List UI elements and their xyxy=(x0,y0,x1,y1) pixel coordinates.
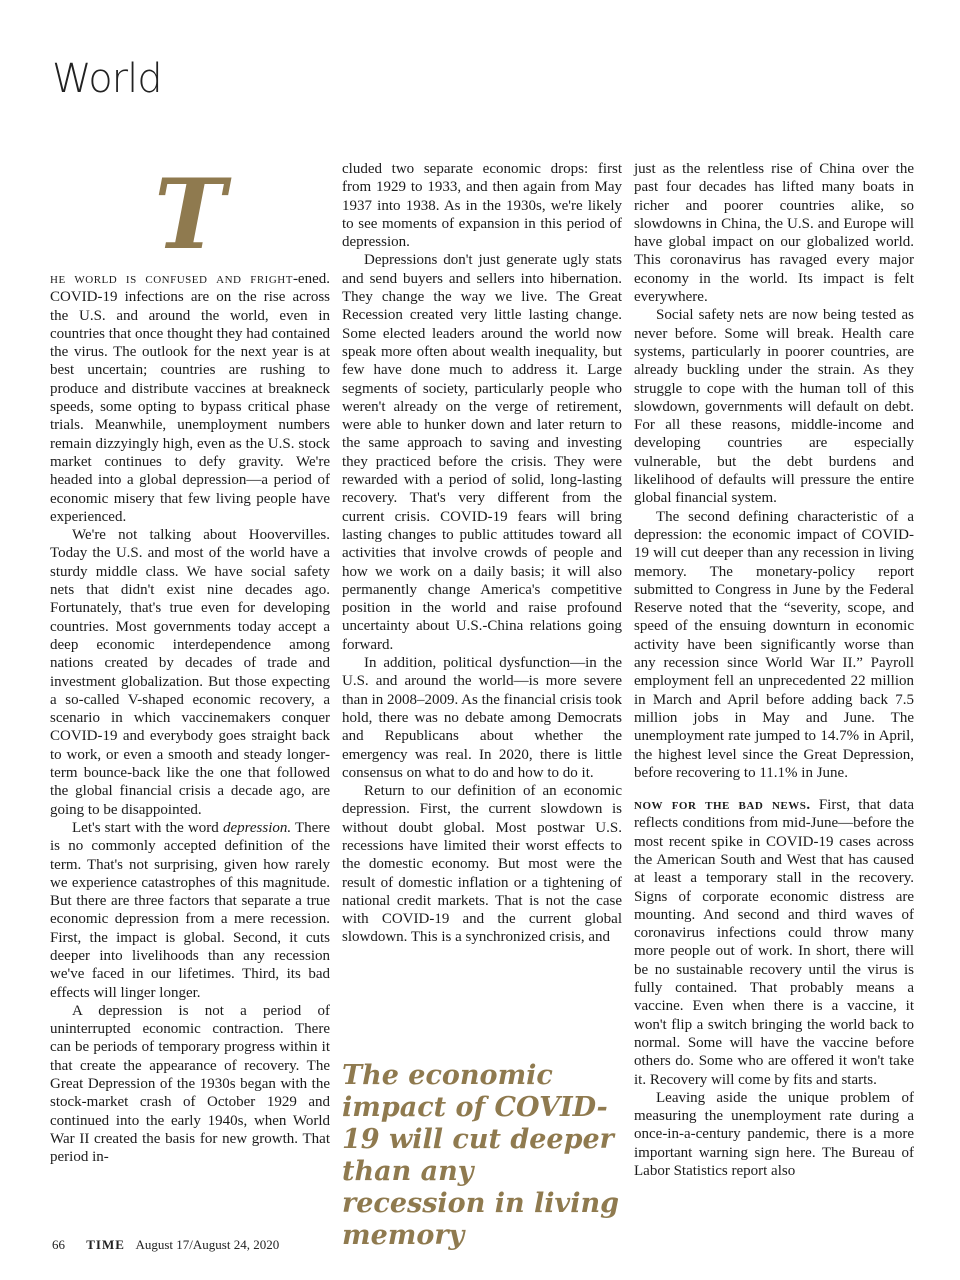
pull-quote: The economic impact of COVID-19 will cut deeper than any recession in living memory xyxy=(342,1060,619,1251)
magazine-name: TIME xyxy=(86,1237,125,1252)
page-footer xyxy=(52,1237,279,1253)
article-paragraph: Social safety nets are now being tested as never before. Some will break. Health care systems, particularly in poorer countries, are already buckling under the strain. As they struggle to cope with the human toll of this slowdown, governments will default on debt. For all these reasons, middle-income and developing countries are especially vulnerable, but the debt burdens and likelihood of defaults will pressure the entire global financial system. xyxy=(634,307,914,507)
article-paragraph: A depression is not a period of uninterrupted economic contraction. There can be periods of temporary progress within it that create the appearance of recovery. The Great Depression of the 1930s began with the stock-market crash of October 1929 and continued into the early 1940s, when World War II created the basis for new growth. That period in- xyxy=(50,1002,330,1166)
drop-cap: T xyxy=(154,158,226,271)
lead-in-smallcaps: he world is confused and fright xyxy=(50,271,293,287)
article-paragraph: Return to our definition of an economic depression. First, the current slowdown is without doubt global. Most postwar U.S. recessions have limited their worst effects to the domestic economy. But most were the result of domestic inflation or a tightening of national credit markets. That is not the case with COVID-19 and the current global slowdown. This is a synchronized crisis, and xyxy=(342,783,622,946)
paragraph-text: Let's start with the word xyxy=(72,819,223,836)
paragraph-text: There is no commonly accepted definition of the term. That's not surprising, given how rarely we experience catastrophes of this magnitude. But there are three factors that separate a true economic depression from a mere recession. First, the impact is global. Second, it cuts deeper into livelihoods than any recession we've faced in our lifetimes. Third, its bad effects will linger longer. xyxy=(50,819,330,1001)
emphasis-word: depression. xyxy=(222,819,292,836)
article-paragraph: just as the relentless rise of China over the past four decades has lifted many boats in richer and poorer countries alike, so slowdowns in China, the U.S. and Europe will have global impact on our globalized world. This coronavirus has ravaged every major economy in the world. Its impact is felt everywhere. xyxy=(634,161,914,306)
article-paragraph xyxy=(50,270,330,526)
issue-date: August 17/August 24, 2020 xyxy=(135,1237,280,1252)
paragraph-text: First, that data reflects conditions from mid-June—before the most recent spike in COVID-19 cases across the American South and West that has caused at least a temporary stall in the recovery. Signs of corporate economic distress are mounting. And second and third waves of coronavirus infections could throw many more people out of work. In short, there will be no sustainable recovery until the virus is fully contained. That probably means a vaccine. Even when there is a vaccine, it won't flip a switch bringing the world back to normal. Some will have the vaccine before others do. Some who are offered it won't take it. Recovery will come by fits and starts. xyxy=(634,797,914,1088)
article-column-1 xyxy=(50,160,330,1167)
article-paragraph xyxy=(634,796,914,1089)
run-in-heading: now for the bad news. xyxy=(634,797,811,814)
section-break xyxy=(634,782,914,796)
page-number: 66 xyxy=(52,1237,65,1252)
section-title: World xyxy=(52,56,162,102)
article-paragraph xyxy=(50,819,330,1002)
article-paragraph: Depressions don't just generate ugly stats and send buyers and sellers into hibernation. They change the way we live. The Great Recession created very little lasting change. Some elected leaders around the world now speak more often about wealth inequality, but few have done much to address it. Large segments of society, particularly people who weren't already on the verge of retirement, were able to hunker down and later return to the same approach to saving and investing they practiced before the crisis. They were rewarded with a period of solid, long-lasting recovery. That's very different from the current crisis. COVID-19 fears will bring lasting changes to public attitudes toward all activities that involve crowds of people and how we work on a daily basis; it will also permanently change America's competitive position in the world and raise profound uncertainty about U.S.-China relations going forward. xyxy=(342,252,622,653)
article-paragraph: In addition, political dysfunction—in the U.S. and around the world—is more severe than in 2008–2009. As the financial crisis took hold, there was no debate among Democrats and Republicans about whether the emergency was real. In 2020, there is little consensus on what to do and how to do it. xyxy=(342,655,622,781)
article-paragraph: The second defining characteristic of a depression: the economic impact of COVID-19 will cut deeper than any recession in living memory. The monetary-policy report submitted to Congress in June by the Federal Reserve noted that the “severity, scope, and speed of the ensuing downturn in economic activity have been significantly worse than any recession since World War II.” Payroll employment fell an unprecedented 22 million in March and April before adding back 7.5 million jobs in May and June. The unemployment rate jumped to 14.7% in April, the highest level since the Great Depression, before recovering to 11.1% in June. xyxy=(634,508,914,781)
article-column-3 xyxy=(634,160,914,1180)
article-column-2 xyxy=(342,160,622,947)
article-paragraph: Leaving aside the unique problem of measuring the unemployment rate during a once-in-a-century pandemic, there is a more important warning sign here. The Bureau of Labor Statistics report also xyxy=(634,1089,914,1180)
article-paragraph: We're not talking about Hoovervilles. Today the U.S. and most of the world have a sturdy middle class. We have social safety nets that didn't exist nine decades ago. Fortunately, that's true even for developing countries. Most governments today accept a deep economic interdependence among nations created by decades of trade and investment globalization. But those expecting a so-called V-shaped economic recovery, a scenario in which vaccinemakers conquer COVID-19 and everybody goes straight back to work, or even a smooth and steady longer-term bounce-back like the one that followed the global financial crisis a decade ago, are going to be disappointed. xyxy=(50,527,330,818)
article-paragraph: cluded two separate economic drops: first from 1929 to 1933, and then again from May 1937 into 1938. As in the 1930s, we're likely to see moments of expansion in this period of depression. xyxy=(342,161,622,251)
lead-paragraph-text: -ened. COVID-19 infections are on the rise across the U.S. and around the world, even in countries that once thought they had contained the virus. The outlook for the next year is at best uncertain; countries are rushing to produce and distribute vaccines at breakneck speeds, some opting to bypass critical phase trials. Meanwhile, unemployment numbers remain dizzyingly high, even as the U.S. stock market continues to defy gravity. We're headed into a global depression—a period of economic misery that few living people have experienced. xyxy=(50,271,330,525)
